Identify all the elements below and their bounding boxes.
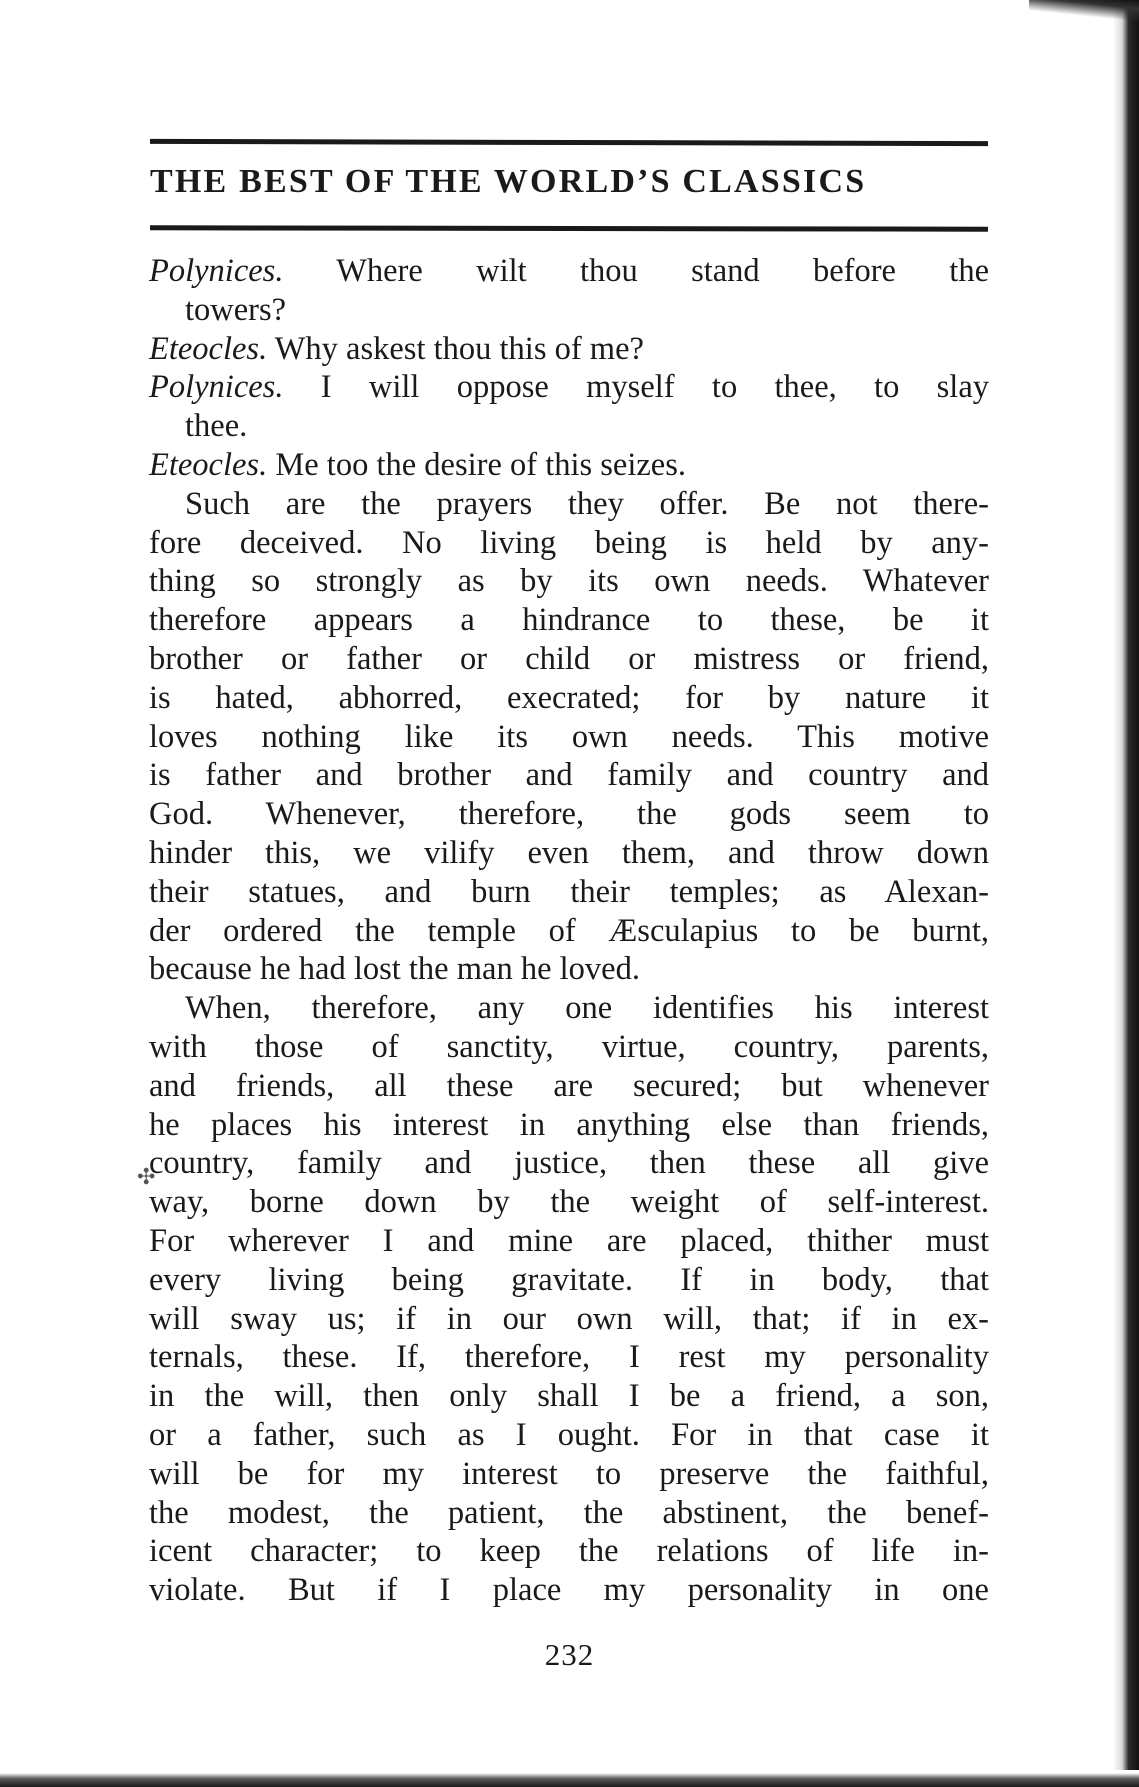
page-number: 232 <box>544 1637 595 1672</box>
body-text <box>149 252 989 1610</box>
header-rule-bottom <box>150 225 988 231</box>
text-line: icent character; to keep the relations of life in- <box>149 1533 989 1570</box>
text-line: ternals, these. If, therefore, I rest my personality <box>149 1339 989 1376</box>
text-line: or a father, such as I ought. For in that case it <box>149 1416 989 1453</box>
text-line: way, borne down by the weight of self-interest. <box>149 1184 989 1221</box>
speaker-name: Eteocles. <box>149 330 268 367</box>
text-line: will sway us; if in our own will, that; if in ex- <box>149 1300 989 1337</box>
dialogue-line <box>149 446 989 485</box>
header-rule-top <box>150 139 988 146</box>
text-line: brother or father or child or mistress or friend, <box>149 640 989 677</box>
dialogue-block <box>149 252 989 485</box>
margin-mark: ✣ <box>137 1164 156 1189</box>
text-line: is father and brother and family and country and <box>149 757 989 794</box>
paragraph-1 <box>149 485 989 989</box>
dialogue-continuation: towers? <box>185 291 287 328</box>
text-line: When, therefore, any one identifies his interest <box>185 990 989 1027</box>
text-line: fore deceived. No living being is held by any- <box>149 524 989 561</box>
text-line: their statues, and burn their temples; as Alexan- <box>149 873 989 910</box>
page-edge-shadow <box>1113 0 1139 1770</box>
text-line: thing so strongly as by its own needs. Whatever <box>149 563 989 600</box>
text-line: every living being gravitate. If in body, that <box>149 1261 989 1298</box>
page-bottom-shadow <box>0 1773 1139 1787</box>
text-line: God. Whenever, therefore, the gods seem to <box>149 796 989 833</box>
running-title: THE BEST OF THE WORLD’S CLASSICS <box>150 163 867 200</box>
text-line: with those of sanctity, virtue, country, parents, <box>149 1028 989 1065</box>
text-line: will be for my interest to preserve the faithful, <box>149 1455 989 1492</box>
text-line: because he had lost the man he loved. <box>149 951 640 988</box>
speaker-name: Eteocles. <box>149 446 268 483</box>
text-line: and friends, all these are secured; but whenever <box>149 1067 989 1104</box>
dialogue-text: Me too the desire of this seizes. <box>267 446 687 483</box>
dialogue-text: Why askest thou this of me? <box>267 330 644 367</box>
dialogue-continuation: thee. <box>185 408 248 445</box>
dialogue-line <box>149 330 989 369</box>
text-line: country, family and justice, then these all give <box>149 1145 989 1182</box>
text-line: he places his interest in anything else than friends, <box>149 1106 989 1143</box>
text-line: loves nothing like its own needs. This motive <box>149 718 989 755</box>
text-line: hinder this, we vilify even them, and throw down <box>149 834 989 871</box>
text-line: therefore appears a hindrance to these, be it <box>149 602 989 639</box>
dialogue-line <box>149 368 989 407</box>
text-line: For wherever I and mine are placed, thither must <box>149 1222 989 1259</box>
dialogue-text: Where wilt thou stand before the <box>283 253 989 289</box>
text-line: in the will, then only shall I be a friend, a son, <box>149 1378 989 1415</box>
dialogue-text: I will oppose myself to thee, to slay <box>283 369 989 406</box>
text-line: violate. But if I place my personality in one <box>149 1572 989 1609</box>
dialogue-line <box>149 252 989 291</box>
paragraph-2 <box>149 989 989 1610</box>
speaker-name: Polynices. <box>149 253 284 289</box>
text-line: der ordered the temple of Æsculapius to be burnt, <box>149 912 989 949</box>
text-line: is hated, abhorred, execrated; for by nature it <box>149 679 989 716</box>
speaker-name: Polynices. <box>149 369 284 406</box>
text-line: the modest, the patient, the abstinent, the benef- <box>149 1494 989 1531</box>
text-line: Such are the prayers they offer. Be not there- <box>185 485 989 522</box>
page-corner-shadow <box>1029 0 1139 22</box>
